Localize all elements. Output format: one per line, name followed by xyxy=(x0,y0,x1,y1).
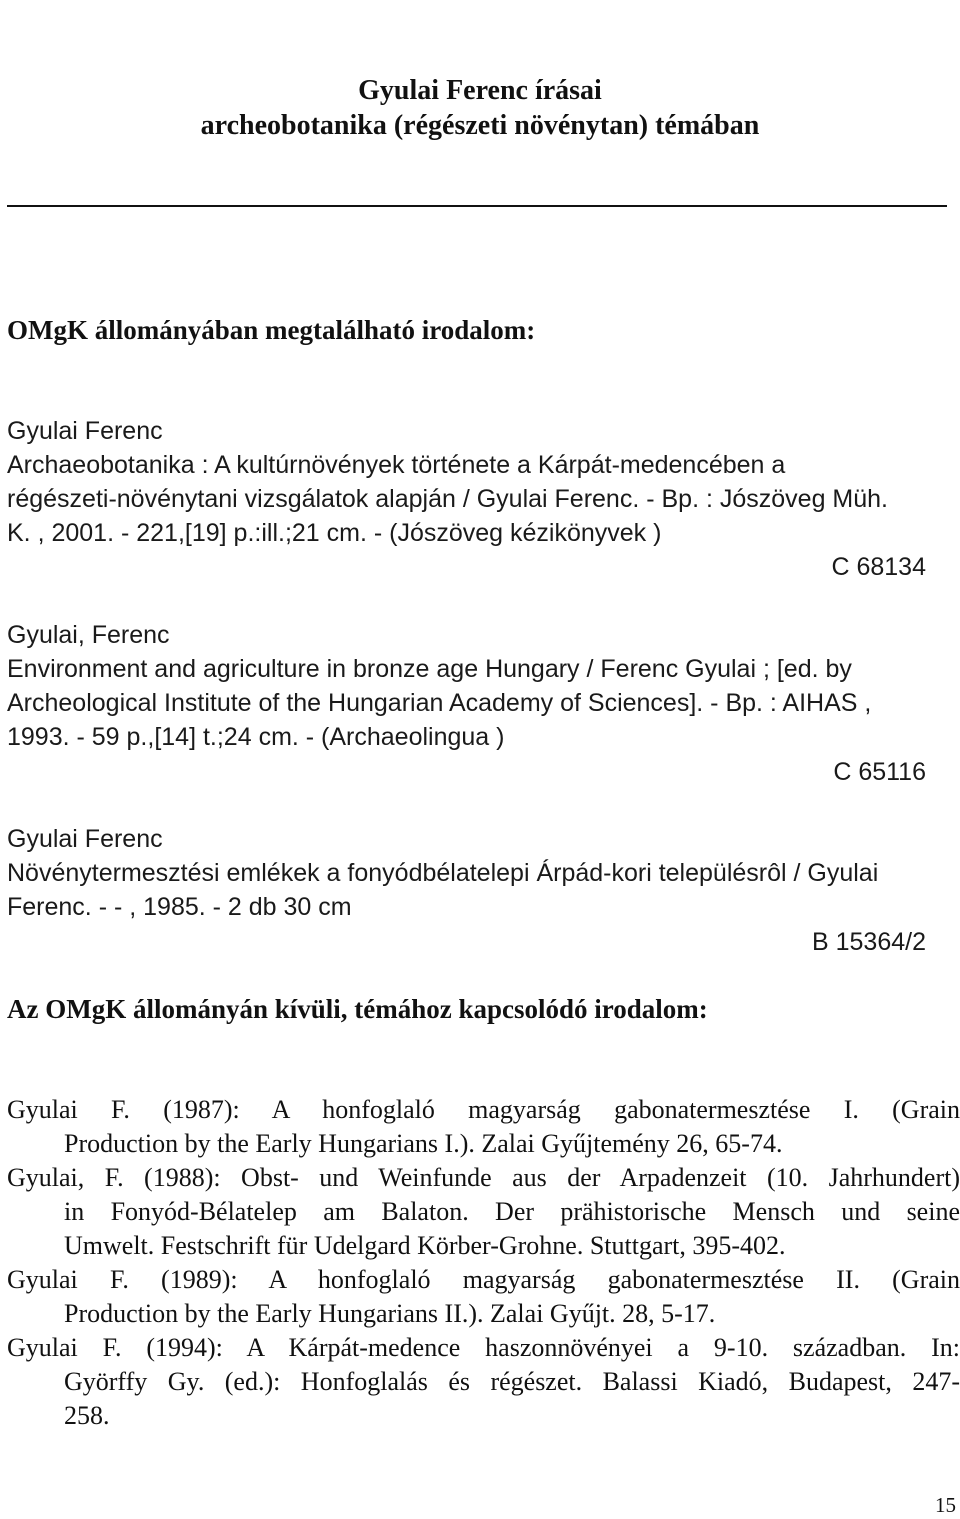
reference-line: Umwelt. Festschrift für Udelgard Körber-Grohne. Stuttgart, 395-402. xyxy=(64,1231,786,1260)
reference-entry xyxy=(7,1093,960,1161)
call-number: B 15364/2 xyxy=(812,928,926,956)
page-number: 15 xyxy=(935,1493,956,1517)
document-title-line-2: archeobotanika (régészeti növénytan) témában xyxy=(200,110,760,141)
catalog-line: Environment and agriculture in bronze age Hungary / Ferenc Gyulai ; [ed. by xyxy=(7,655,852,683)
catalog-line: K. , 2001. - 221,[19] p.:ill.;21 cm. - (Jószöveg kézikönyvek ) xyxy=(7,519,662,547)
catalog-author: Gyulai, Ferenc xyxy=(7,621,170,649)
catalog-author: Gyulai Ferenc xyxy=(7,417,163,445)
section-heading-outside-holdings: Az OMgK állományán kívüli, témához kapcsolódó irodalom: xyxy=(7,994,708,1024)
reference-entry xyxy=(7,1161,960,1263)
reference-line: in Fonyód-Bélatelep am Balaton. Der prähistorische Mensch und seine xyxy=(64,1197,960,1226)
call-number: C 65116 xyxy=(833,758,926,786)
reference-line: Gyulai F. (1989): A honfoglaló magyarság gabonatermesztése II. (Grain xyxy=(7,1265,960,1294)
catalog-entry xyxy=(7,618,953,754)
reference-entry xyxy=(7,1331,960,1433)
call-number: C 68134 xyxy=(831,553,926,581)
reference-entry xyxy=(7,1263,960,1331)
reference-line: Gyulai F. (1987): A honfoglaló magyarság gabonatermesztése I. (Grain xyxy=(7,1095,960,1124)
reference-line: Production by the Early Hungarians I.). Zalai Gyűjtemény 26, 65-74. xyxy=(64,1129,783,1158)
reference-line: Gyulai F. (1994): A Kárpát-medence haszonnövényei a 9-10. században. In: xyxy=(7,1333,960,1362)
catalog-entry xyxy=(7,822,953,924)
catalog-line: Növénytermesztési emlékek a fonyódbélatelepi Árpád-kori településrôl / Gyulai xyxy=(7,859,879,887)
catalog-line: Archaeobotanika : A kultúrnövények története a Kárpát-medencében a xyxy=(7,451,786,479)
catalog-line: régészeti-növénytani vizsgálatok alapján / Gyulai Ferenc. - Bp. : Jószöveg Müh. xyxy=(7,485,888,513)
reference-line: Gyulai, F. (1988): Obst- und Weinfunde aus der Arpadenzeit (10. Jahrhundert) xyxy=(7,1163,960,1192)
catalog-entry xyxy=(7,414,953,550)
horizontal-rule xyxy=(7,205,947,207)
section-heading-omgk-holdings: OMgK állományában megtalálható irodalom: xyxy=(7,315,536,345)
reference-line: Györffy Gy. (ed.): Honfoglalás és régészet. Balassi Kiadó, Budapest, 247- xyxy=(64,1367,960,1396)
document-title-line-1: Gyulai Ferenc írásai xyxy=(358,75,602,106)
catalog-line: Ferenc. - - , 1985. - 2 db 30 cm xyxy=(7,893,352,921)
reference-line: 258. xyxy=(64,1401,110,1430)
catalog-line: Archeological Institute of the Hungarian Academy of Sciences]. - Bp. : AIHAS , xyxy=(7,689,872,717)
reference-line: Production by the Early Hungarians II.). Zalai Gyűjt. 28, 5-17. xyxy=(64,1299,716,1328)
catalog-line: 1993. - 59 p.,[14] t.;24 cm. - (Archaeolingua ) xyxy=(7,723,505,751)
catalog-author: Gyulai Ferenc xyxy=(7,825,163,853)
